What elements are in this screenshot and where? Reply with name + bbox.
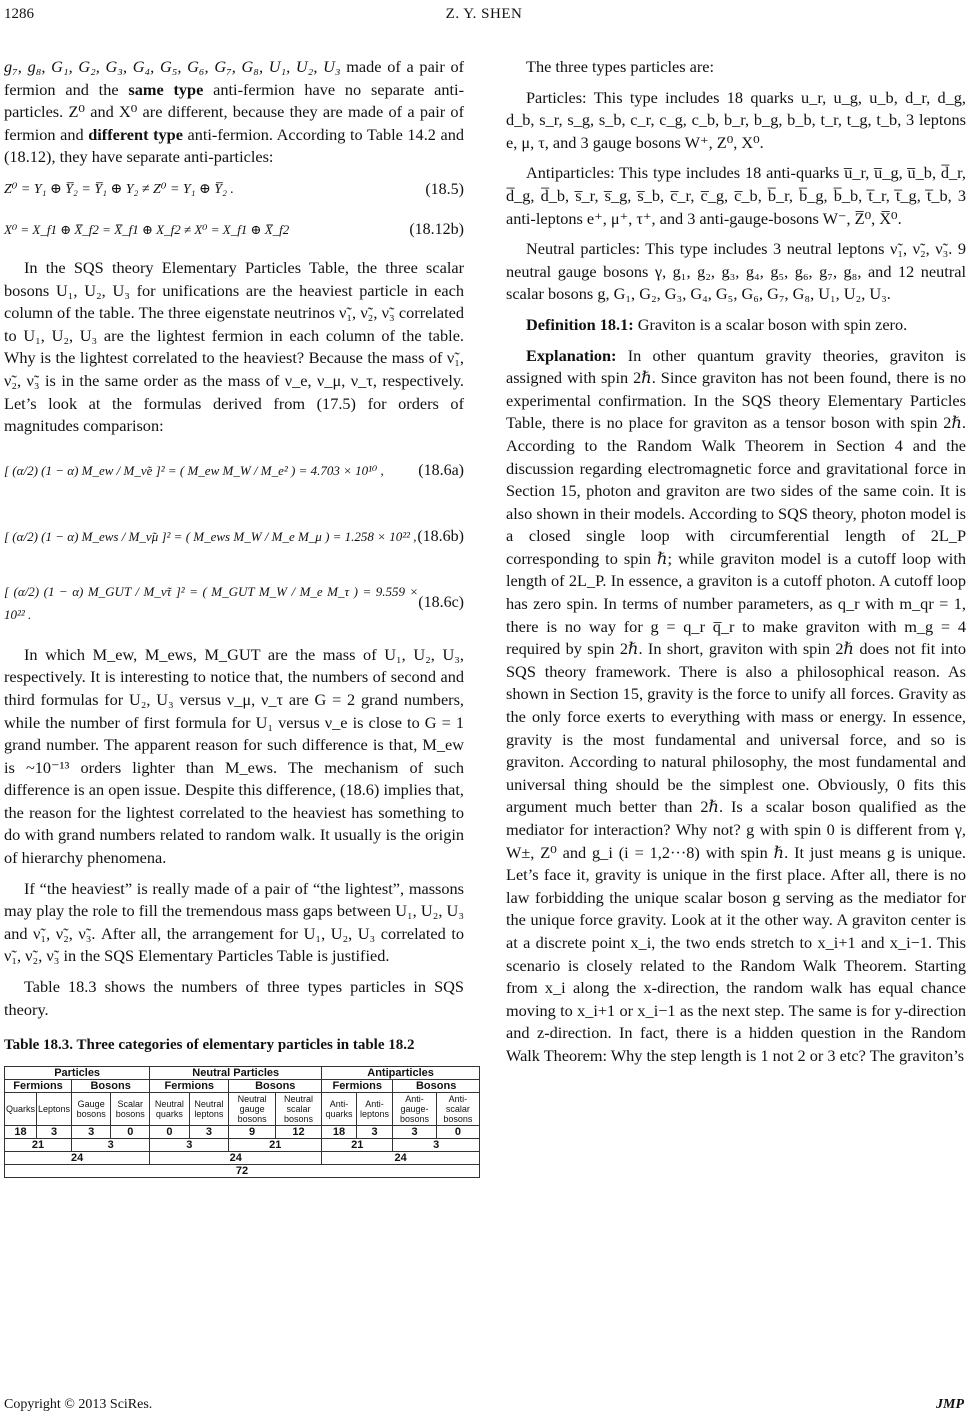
symbol-list: g₇, g₈, G₁, G₂, G₃, G₄, G₅, G₆, G₇, G₈, U₁, U₂, U₃ [4,57,341,76]
group-sum-cell: 24 [322,1152,480,1165]
column-header: Anti-gauge-bosons [393,1093,436,1126]
equation-18-6b [4,512,464,564]
count-cell: 18 [322,1126,357,1139]
column-header: Quarks [5,1093,37,1126]
definition-label: Definition 18.1: [526,314,634,334]
paragraph-same-type [4,56,464,169]
page-footer [4,1397,964,1413]
column-header: Gauge bosons [72,1093,111,1126]
text-run: anti-fermion. According to Table 14.2 and (18.12), they have separate anti-particles: [4,124,465,167]
count-cell: 9 [229,1126,276,1139]
group-sum-cell: 24 [150,1152,322,1165]
column-header: Anti-leptons [356,1093,393,1126]
particle-count-table [4,1066,480,1178]
explanation-label: Explanation: [526,345,617,365]
definition-text: Graviton is a scalar boson with spin zero. [633,314,908,334]
column-header: Anti-scalar bosons [436,1093,479,1126]
equation-body: [ (α/2) (1 − α) M_ew / M_ν̃e ]² = ( M_ew M_W / M_e² ) = 4.703 × 10¹⁰ , [4,463,384,479]
explanation [506,345,966,1068]
paragraph-heaviest-lightest: In the SQS theory Elementary Particles Table, the three scalar bosons U₁, U₂, U₃ for unifications are the heaviest particle in each column of the table. The three eigenstate neutrinos ν̃₁, ν̃₂, ν̃₃ correlated to U₁, U₂, U₃ are the lightest fermion in each column of the table. Why is the lightest correlated to the heaviest? Because the mass of ν̃₁, ν̃₂, ν̃₃ is in the same order as the mass of ν_e, ν_μ, ν_τ, respectively. Let’s look at the formulas derived from (17.5) for orders of magnitudes comparison: [4,257,464,436]
pair-sum-cell: 21 [229,1139,322,1152]
equation-label: (18.5) [425,180,464,198]
equation-label: (18.12b) [409,220,464,238]
group-header: Particles [5,1067,150,1080]
page-number: 1286 [4,6,34,22]
sub-header: Fermions [5,1080,72,1093]
left-column [4,56,473,1178]
running-author: Z. Y. SHEN [445,6,523,22]
text-run: made of a pair of fermion and the [4,57,465,99]
group-sum-cell: 24 [5,1152,150,1165]
explanation-text: In other quantum gravity theories, graviton is assigned with spin 2ℏ. Since graviton has not been found, there is no experimental confirmation. In the SQS theory Elementary Particles Table, there is no place for graviton as a tensor boson with spin 2ℏ. According to the Random Walk Theorem in Section 4 and the discussion regarding electromagnetic force and gravitational force in Section 15, photon and graviton are two sides of the same coin. It is also shown in their models. According to SQS theory, photon model is a closed single loop with circumferential length of 2L_P corresponding to spin ℏ; while graviton model is a cutoff loop with length of 2L_P. In essence, a graviton is a cutoff photon. A cutoff loop has zero spin. In terms of number parameters, as q_r with m_qr = 1, there is no way for g = q_r q̅_r to make graviton with m_g = 4 required by spin 2ℏ. In short, graviton with spin 2ℏ does not fit into SQS theory framework. There is also a philosophical reason. As shown in Section 15, gravity is the force to unify all forces. Gravity as the only force exerts to everything with mass or energy. In essence, gravity is the most fundamental and universal force, and so is graviton. According to natural philosophy, the most fundamental and universal thing should be the simplest one. Obviously, 0 fits this argument much better than 2ℏ. Is a scalar boson qualified as the mediator for interaction? Why not? g with spin 0 is different from γ, W±, Z⁰ and g_i (i = 1,2···8) with spin ℏ. It just means g is unique. Let’s face it, gravity is unique in the first place. After all, there is no law forbidding the unique scalar boson g serving as the mediator for the unique force gravity. Look at it the other way. A graviton center is at a discrete point x_i, the two ends stretch to x_i+1 and x_i−1. This scenario is closely related to the Random Walk Theorem. Starting from x_i along the x-direction, the random walk has equal chance moving to x_i+1 or x_i−1 as the next step. The same is for y-direction and z-direction. In fact, there is a hidden question in the Random Walk Theorem: Why the step length is 1 not 2 or 3 etc? The graviton’s [506,345,966,1065]
sub-header: Bosons [72,1080,150,1093]
count-cell: 0 [111,1126,150,1139]
table-caption: Table 18.3. Three categories of elementary particles in table 18.2 [4,1037,415,1054]
count-cell: 3 [37,1126,72,1139]
page-header [0,6,968,30]
group-header: Neutral Particles [150,1067,322,1080]
paragraph-neutral: Neutral particles: This type includes 3 neutral leptons ν̃₁, ν̃₂, ν̃₃. 9 neutral gauge bosons γ, g₁, g₂, g₃, g₄, g₅, g₆, g₇, g₈, and 12 neutral scalar bosons g, G₁, G₂, G₃, G₄, G₅, G₆, G₇, G₈, U₁, U₂, U₃. [506,239,966,304]
paragraph-table-intro: Table 18.3 shows the numbers of three types particles in SQS theory. [4,977,464,1019]
count-cell: 18 [5,1126,37,1139]
equation-label: (18.6b) [417,528,464,546]
pair-sum-cell: 21 [5,1139,72,1152]
count-cell: 12 [275,1126,321,1139]
column-header: Scalar bosons [111,1093,150,1126]
column-header: Anti-quarks [322,1093,357,1126]
bold-different-type: different type [88,124,183,144]
sub-header: Fermions [322,1080,393,1093]
equation-label: (18.6c) [418,594,464,612]
paragraph-three-types: The three types particles are: [526,57,715,76]
journal-abbrev: JMP [936,1397,964,1412]
column-header: Leptons [37,1093,72,1126]
equation-18-12b [4,217,464,243]
pair-sum-cell: 3 [150,1139,229,1152]
equation-body: Z⁰ = Y₁ ⊕ Y̅₂ = Y̅₁ ⊕ Y₂ ≠ Z⁰ = Y₁ ⊕ Y̅₂ . [4,181,234,197]
group-header: Antiparticles [322,1067,480,1080]
count-cell: 3 [72,1126,111,1139]
equation-label: (18.6a) [418,462,464,480]
definition-18-1 [506,314,966,337]
sub-header: Bosons [393,1080,480,1093]
pair-sum-cell: 3 [393,1139,480,1152]
equation-18-6c [4,578,464,630]
right-column [506,56,966,1076]
equation-body: X⁰ = X_f1 ⊕ X̅_f2 = X̅_f1 ⊕ X_f2 ≠ X⁰ = X_f1 ⊕ X̅_f2 [4,221,290,237]
count-cell: 0 [436,1126,479,1139]
sub-header: Fermions [150,1080,229,1093]
paragraph-antiparticles: Antiparticles: This type includes 18 anti-quarks u̅_r, u̅_g, u̅_b, d̅_r, d̅_g, d̅_b, s̅_r, s̅_g, s̅_b, c̅_r, c̅_g, c̅_b, b̅_r, b̅_g, b̅_b, t̅_r, t̅_g, t̅_b, 3 anti-leptons e⁺, μ⁺, τ⁺, and 3 anti-gauge-bosons W⁻, Z̅⁰, X̅⁰. [506,163,966,228]
pair-sum-cell: 3 [72,1139,150,1152]
count-cell: 3 [189,1126,229,1139]
column-header: Neutral scalar bosons [275,1093,321,1126]
equation-18-5 [4,177,464,203]
pair-sum-cell: 21 [322,1139,393,1152]
count-cell: 3 [356,1126,393,1139]
equation-18-6a [4,446,464,498]
bold-same-type: same type [128,79,204,99]
column-header: Neutral leptons [189,1093,229,1126]
sub-header: Bosons [229,1080,322,1093]
paragraph-massons: If “the heaviest” is really made of a pair of “the lightest”, massons may play the role to fill the tremendous mass gaps between U₁, U₂, U₃ and ν̃₁, ν̃₂, ν̃₃. After all, the arrangement for U₁, U₂, U₃ correlated to ν̃₁, ν̃₂, ν̃₃ in the SQS Elementary Particles Table is justified. [4,878,464,966]
count-cell: 3 [393,1126,436,1139]
equation-body: [ (α/2) (1 − α) M_GUT / M_ν̃τ ]² = ( M_GUT M_W / M_e M_τ ) = 9.559 × 10²² . [4,584,419,622]
copyright: Copyright © 2013 SciRes. [4,1397,153,1412]
text-run: anti-fermion have no separate anti-particles. Z⁰ and X⁰ are different, because they are made of a pair of fermion and [4,79,464,144]
equation-body: [ (α/2) (1 − α) M_ews / M_ν̃μ ]² = ( M_ews M_W / M_e M_μ ) = 1.258 × 10²² , [4,529,417,545]
paragraph-grand-numbers: In which M_ew, M_ews, M_GUT are the mass of U₁, U₂, U₃, respectively. It is interesting to notice that, the numbers of second and third formulas for U₂, U₃ versus ν_μ, ν_τ are G = 2 grand numbers, while the number of first formula for U₁ versus ν_e is close to G = 1 grand number. The apparent reason for such difference is that, M_ew is ~10⁻¹³ orders lighter than M_ews. The mechanism of such difference is an open issue. Despite this difference, (18.6) implies that, the reason for the lightest correlated to the heaviest has something to do with grand numbers related to random walk. It usually is the origin of hierarchy phenomena. [4,644,464,868]
paragraph-particles: Particles: This type includes 18 quarks u_r, u_g, u_b, d_r, d_g, d_b, s_r, s_g, s_b, c_r, c_g, c_b, b_r, b_g, b_b, t_r, t_g, t_b, 3 leptons e, μ, τ, and 3 gauge bosons W⁺, Z⁰, X⁰. [506,87,966,152]
column-header: Neutral gauge bosons [229,1093,276,1126]
count-cell: 0 [150,1126,189,1139]
total-cell: 72 [5,1165,480,1178]
column-header: Neutral quarks [150,1093,189,1126]
